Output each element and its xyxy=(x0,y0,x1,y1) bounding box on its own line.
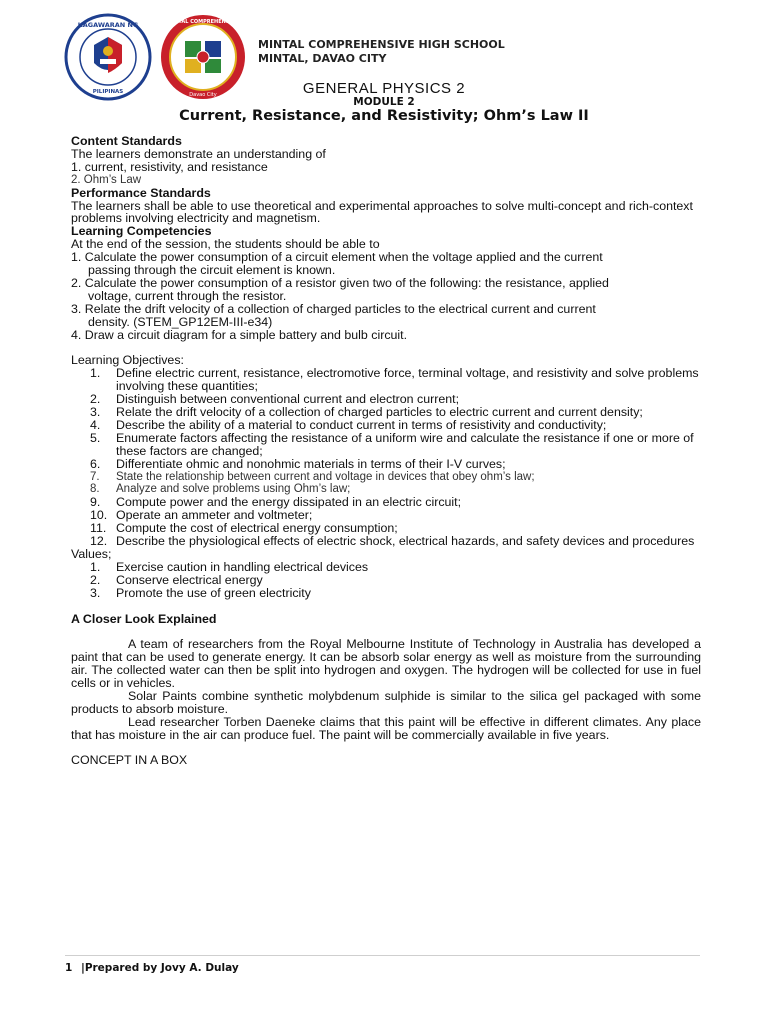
closer-look-paragraph: Lead researcher Torben Daeneke claims that this paint will be effective in different climates. Any place that has moisture in the air can produce fuel. The paint will be commercially available in five years. xyxy=(71,714,701,742)
closer-look-paragraph: A team of researchers from the Royal Melbourne Institute of Technology in Australia has developed a paint that can be used to generate energy. It can be absorb solar energy as well as moisture from the surrounding air. The collected water can then be split into hydrogen and oxygen. The hydrogen will be collected for use in fuel cells or in vehicles. xyxy=(71,637,701,691)
list-item: 5. Enumerate factors affecting the resistance of a uniform wire and calculate the resistance if one or more of these factors are changed; xyxy=(90,430,694,458)
performance-standards-text: The learners shall be able to use theoretical and experimental approaches to solve multi-concept and rich-context problems involving electricity and magnetism. xyxy=(71,198,693,226)
content-standard-item: 2. Ohm’s Law xyxy=(71,173,142,186)
svg-text:Davao City: Davao City xyxy=(189,92,217,98)
competency-item-cont: voltage, current through the resistor. xyxy=(88,288,287,303)
performance-standards-heading: Performance Standards xyxy=(71,185,211,200)
closer-look-paragraph: Solar Paints combine synthetic molybdenum sulphide is similar to the silica gel packaged with some products to absorb moisture. xyxy=(71,688,701,716)
list-item: 11. Compute the cost of electrical energy consumption; xyxy=(90,521,398,536)
learning-competencies-heading: Learning Competencies xyxy=(71,224,212,239)
footer-separator: | xyxy=(80,962,85,974)
list-item: 4. Describe the ability of a material to conduct current in terms of resistivity and conductivity; xyxy=(90,417,607,432)
lesson-title: Current, Resistance, and Resistivity; Ohm’s Law II xyxy=(179,108,589,124)
content-standard-item: 1. current, resistivity, and resistance xyxy=(71,159,268,174)
document-body xyxy=(71,135,701,767)
competency-item: 3. Relate the drift velocity of a collection of charged particles to the electrical current and current xyxy=(71,301,596,316)
list-item: 12. Describe the physiological effects of electric shock, electrical hazards, and safety devices and procedures xyxy=(90,534,695,549)
list-item: 2. Conserve electrical energy xyxy=(90,572,263,587)
list-item: 8. Analyze and solve problems using Ohm’s law; xyxy=(90,483,351,496)
page-footer xyxy=(65,962,239,974)
list-item: 10. Operate an ammeter and voltmeter; xyxy=(90,508,313,523)
prepared-by: Prepared by Jovy A. Dulay xyxy=(84,962,239,974)
course-title: GENERAL PHYSICS 2 xyxy=(302,80,466,97)
list-item: 9. Compute power and the energy dissipated in an electric circuit; xyxy=(90,495,462,510)
concept-box-heading: CONCEPT IN A BOX xyxy=(71,753,188,768)
learning-objectives-heading: Learning Objectives: xyxy=(71,353,184,368)
values-list xyxy=(71,561,701,600)
learning-objectives-list xyxy=(71,367,701,548)
module-label: MODULE 2 xyxy=(353,96,415,108)
school-location: MINTAL, DAVAO CITY xyxy=(258,52,387,65)
list-item: 3. Relate the drift velocity of a collection of charged particles to electric current and current density; xyxy=(90,405,643,420)
list-item: 1. Exercise caution in handling electrical devices xyxy=(90,559,369,574)
competency-item: 1. Calculate the power consumption of a circuit element when the voltage applied and the current xyxy=(71,250,603,265)
footer-divider xyxy=(65,955,700,956)
competency-item-cont: passing through the circuit element is known. xyxy=(88,263,336,278)
list-item: 6. Differentiate ohmic and nonohmic materials in terms of their I-V curves; xyxy=(90,456,506,471)
list-item: 1. Define electric current, resistance, electromotive force, terminal voltage, and resistivity and solve problems involving these quantities; xyxy=(90,366,699,394)
svg-text:MINTAL COMPREHENSIVE: MINTAL COMPREHENSIVE xyxy=(167,19,239,25)
list-item: 3. Promote the use of green electricity xyxy=(90,585,311,600)
school-name: MINTAL COMPREHENSIVE HIGH SCHOOL xyxy=(258,38,505,51)
school-header xyxy=(258,38,505,66)
competency-item: 4. Draw a circuit diagram for a simple battery and bulb circuit. xyxy=(71,327,408,342)
list-item: 7. State the relationship between current and voltage in devices that obey ohm’s law; xyxy=(90,470,535,483)
svg-text:PILIPINAS: PILIPINAS xyxy=(92,89,124,95)
page-number: 1 xyxy=(65,962,73,974)
content-standards-heading: Content Standards xyxy=(71,134,182,148)
values-heading: Values; xyxy=(71,546,112,561)
content-standards-intro: The learners demonstrate an understanding of xyxy=(71,146,326,161)
closer-look-heading: A Closer Look Explained xyxy=(71,611,217,626)
competency-item-cont: density. (STEM_GP12EM-III-e34) xyxy=(88,314,273,329)
learning-competencies-intro: At the end of the session, the students should be able to xyxy=(71,237,380,252)
list-item: 2. Distinguish between conventional current and electron current; xyxy=(90,392,460,407)
svg-text:KAGAWARAN NG: KAGAWARAN NG xyxy=(77,21,139,29)
competency-item: 2. Calculate the power consumption of a resistor given two of the following: the resistance, applied xyxy=(71,275,609,290)
